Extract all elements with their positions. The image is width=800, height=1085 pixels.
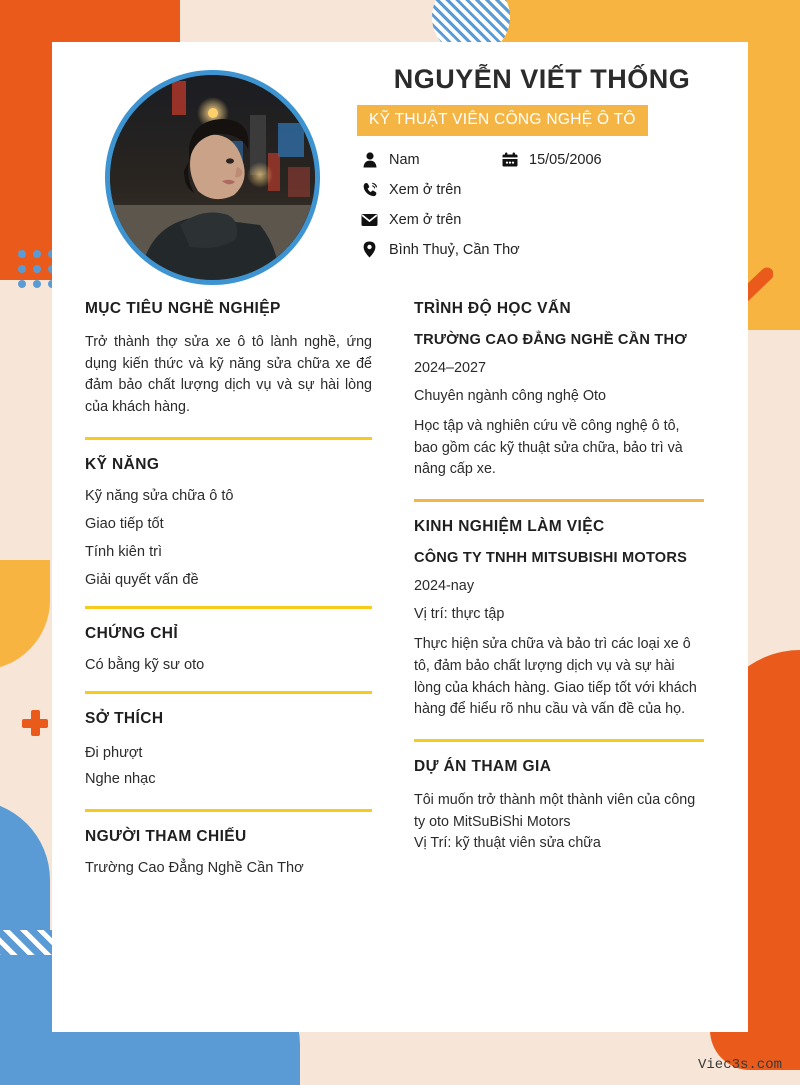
experience-company: CÔNG TY TNHH MITSUBISHI MOTORS (414, 550, 688, 567)
list-item: Có bằng kỹ sư oto (85, 656, 205, 673)
section-hobbies (85, 710, 372, 791)
page-title: NGUYỄN VIẾT THỐNG (393, 64, 691, 94)
divider (85, 691, 372, 694)
contact-gender-value: Nam (389, 151, 420, 168)
section-skills (85, 456, 372, 588)
contact-birthdate-value: 15/05/2006 (529, 151, 602, 168)
section-title-objective: MỤC TIÊU NGHỀ NGHIỆP (85, 300, 281, 317)
phone-icon (361, 180, 378, 199)
dot (33, 265, 41, 273)
contact-email-value: Xem ở trên (389, 211, 462, 228)
cv-body (52, 300, 748, 876)
dot (18, 280, 26, 288)
right-column (414, 300, 704, 876)
list-item: Giải quyết vấn đề (85, 571, 199, 588)
dot (18, 250, 26, 258)
section-title-projects: DỰ ÁN THAM GIA (414, 758, 552, 776)
divider (85, 606, 372, 609)
section-education (414, 300, 704, 481)
contact-address (361, 240, 727, 259)
list-item: Nghe nhạc (85, 771, 156, 788)
contact-list (357, 150, 727, 259)
section-title-hobbies: SỞ THÍCH (85, 709, 164, 727)
dot (18, 265, 26, 273)
list-item: Kỹ năng sửa chữa ô tô (85, 487, 234, 504)
experience-description: Thực hiện sửa chữa và bảo trì các loại xe ô tô, đảm bảo chất lượng dịch vụ và sự hài lòng của khách hàng. Giao tiếp tốt với khách hàng để hiểu rõ nhu cầu và vấn đề của họ. (414, 636, 697, 718)
experience-years: 2024-nay (414, 578, 475, 595)
section-certificates (85, 625, 372, 673)
section-title-skills: KỸ NĂNG (85, 455, 160, 473)
divider (414, 739, 704, 742)
calendar-icon (501, 150, 518, 169)
contact-address-value: Bình Thuỷ, Cần Thơ (389, 241, 520, 258)
left-column (85, 300, 372, 876)
section-title-references: NGƯỜI THAM CHIẾU (85, 828, 247, 846)
experience-position: Vị trí: thực tập (414, 606, 505, 623)
list-item: Tính kiên trì (85, 543, 163, 560)
avatar-photo (110, 75, 315, 280)
job-title-badge: KỸ THUẬT VIÊN CÔNG NGHỆ Ô TÔ (357, 105, 648, 136)
section-objective (85, 300, 372, 419)
cv-card (52, 42, 748, 1032)
dot (33, 280, 41, 288)
decor-plus-icon (22, 710, 48, 736)
divider (85, 809, 372, 812)
section-projects (414, 758, 704, 855)
envelope-icon (361, 210, 378, 229)
list-item: Đi phượt (85, 744, 143, 761)
projects-line-1: Tôi muốn trở thành một thành viên của công ty oto MitSuBiShi Motors (414, 792, 696, 830)
divider (414, 499, 704, 502)
contact-email (361, 210, 727, 229)
education-description: Học tập và nghiên cứu về công nghệ ô tô, bao gồm các kỹ thuật sửa chữa, bảo trì và nâng cấp xe. (414, 418, 683, 478)
dot (33, 250, 41, 258)
contact-birthdate (501, 150, 727, 169)
divider (85, 437, 372, 440)
education-major: Chuyên ngành công nghệ Oto (414, 388, 607, 404)
section-experience (414, 518, 704, 721)
contact-phone (361, 180, 727, 199)
section-references (85, 828, 372, 876)
contact-phone-value: Xem ở trên (389, 181, 462, 198)
person-icon (361, 150, 378, 169)
contact-gender (361, 150, 501, 169)
list-item: Giao tiếp tốt (85, 515, 164, 532)
section-title-education: TRÌNH ĐỘ HỌC VẤN (414, 300, 572, 317)
watermark: Viec3s.com (697, 1057, 782, 1073)
education-years: 2024–2027 (414, 360, 487, 376)
list-item: Trường Cao Đẳng Nghề Cần Thơ (85, 860, 304, 877)
header-info (357, 64, 727, 259)
avatar (105, 70, 320, 285)
projects-line-2: Vị Trí: kỹ thuật viên sửa chữa (414, 835, 601, 852)
section-title-certificates: CHỨNG CHỈ (85, 624, 179, 642)
objective-text: Trở thành thợ sửa xe ô tô lành nghề, ứng dụng kiến thức và kỹ năng sửa chữa xe để đảm bảo chất lượng dịch vụ và sự hài lòng của khách hàng. (85, 334, 372, 416)
education-school: TRƯỜNG CAO ĐẲNG NGHỀ CẦN THƠ (414, 332, 687, 348)
section-title-experience: KINH NGHIỆM LÀM VIỆC (414, 518, 605, 536)
location-pin-icon (361, 240, 378, 259)
cv-header (52, 42, 748, 300)
